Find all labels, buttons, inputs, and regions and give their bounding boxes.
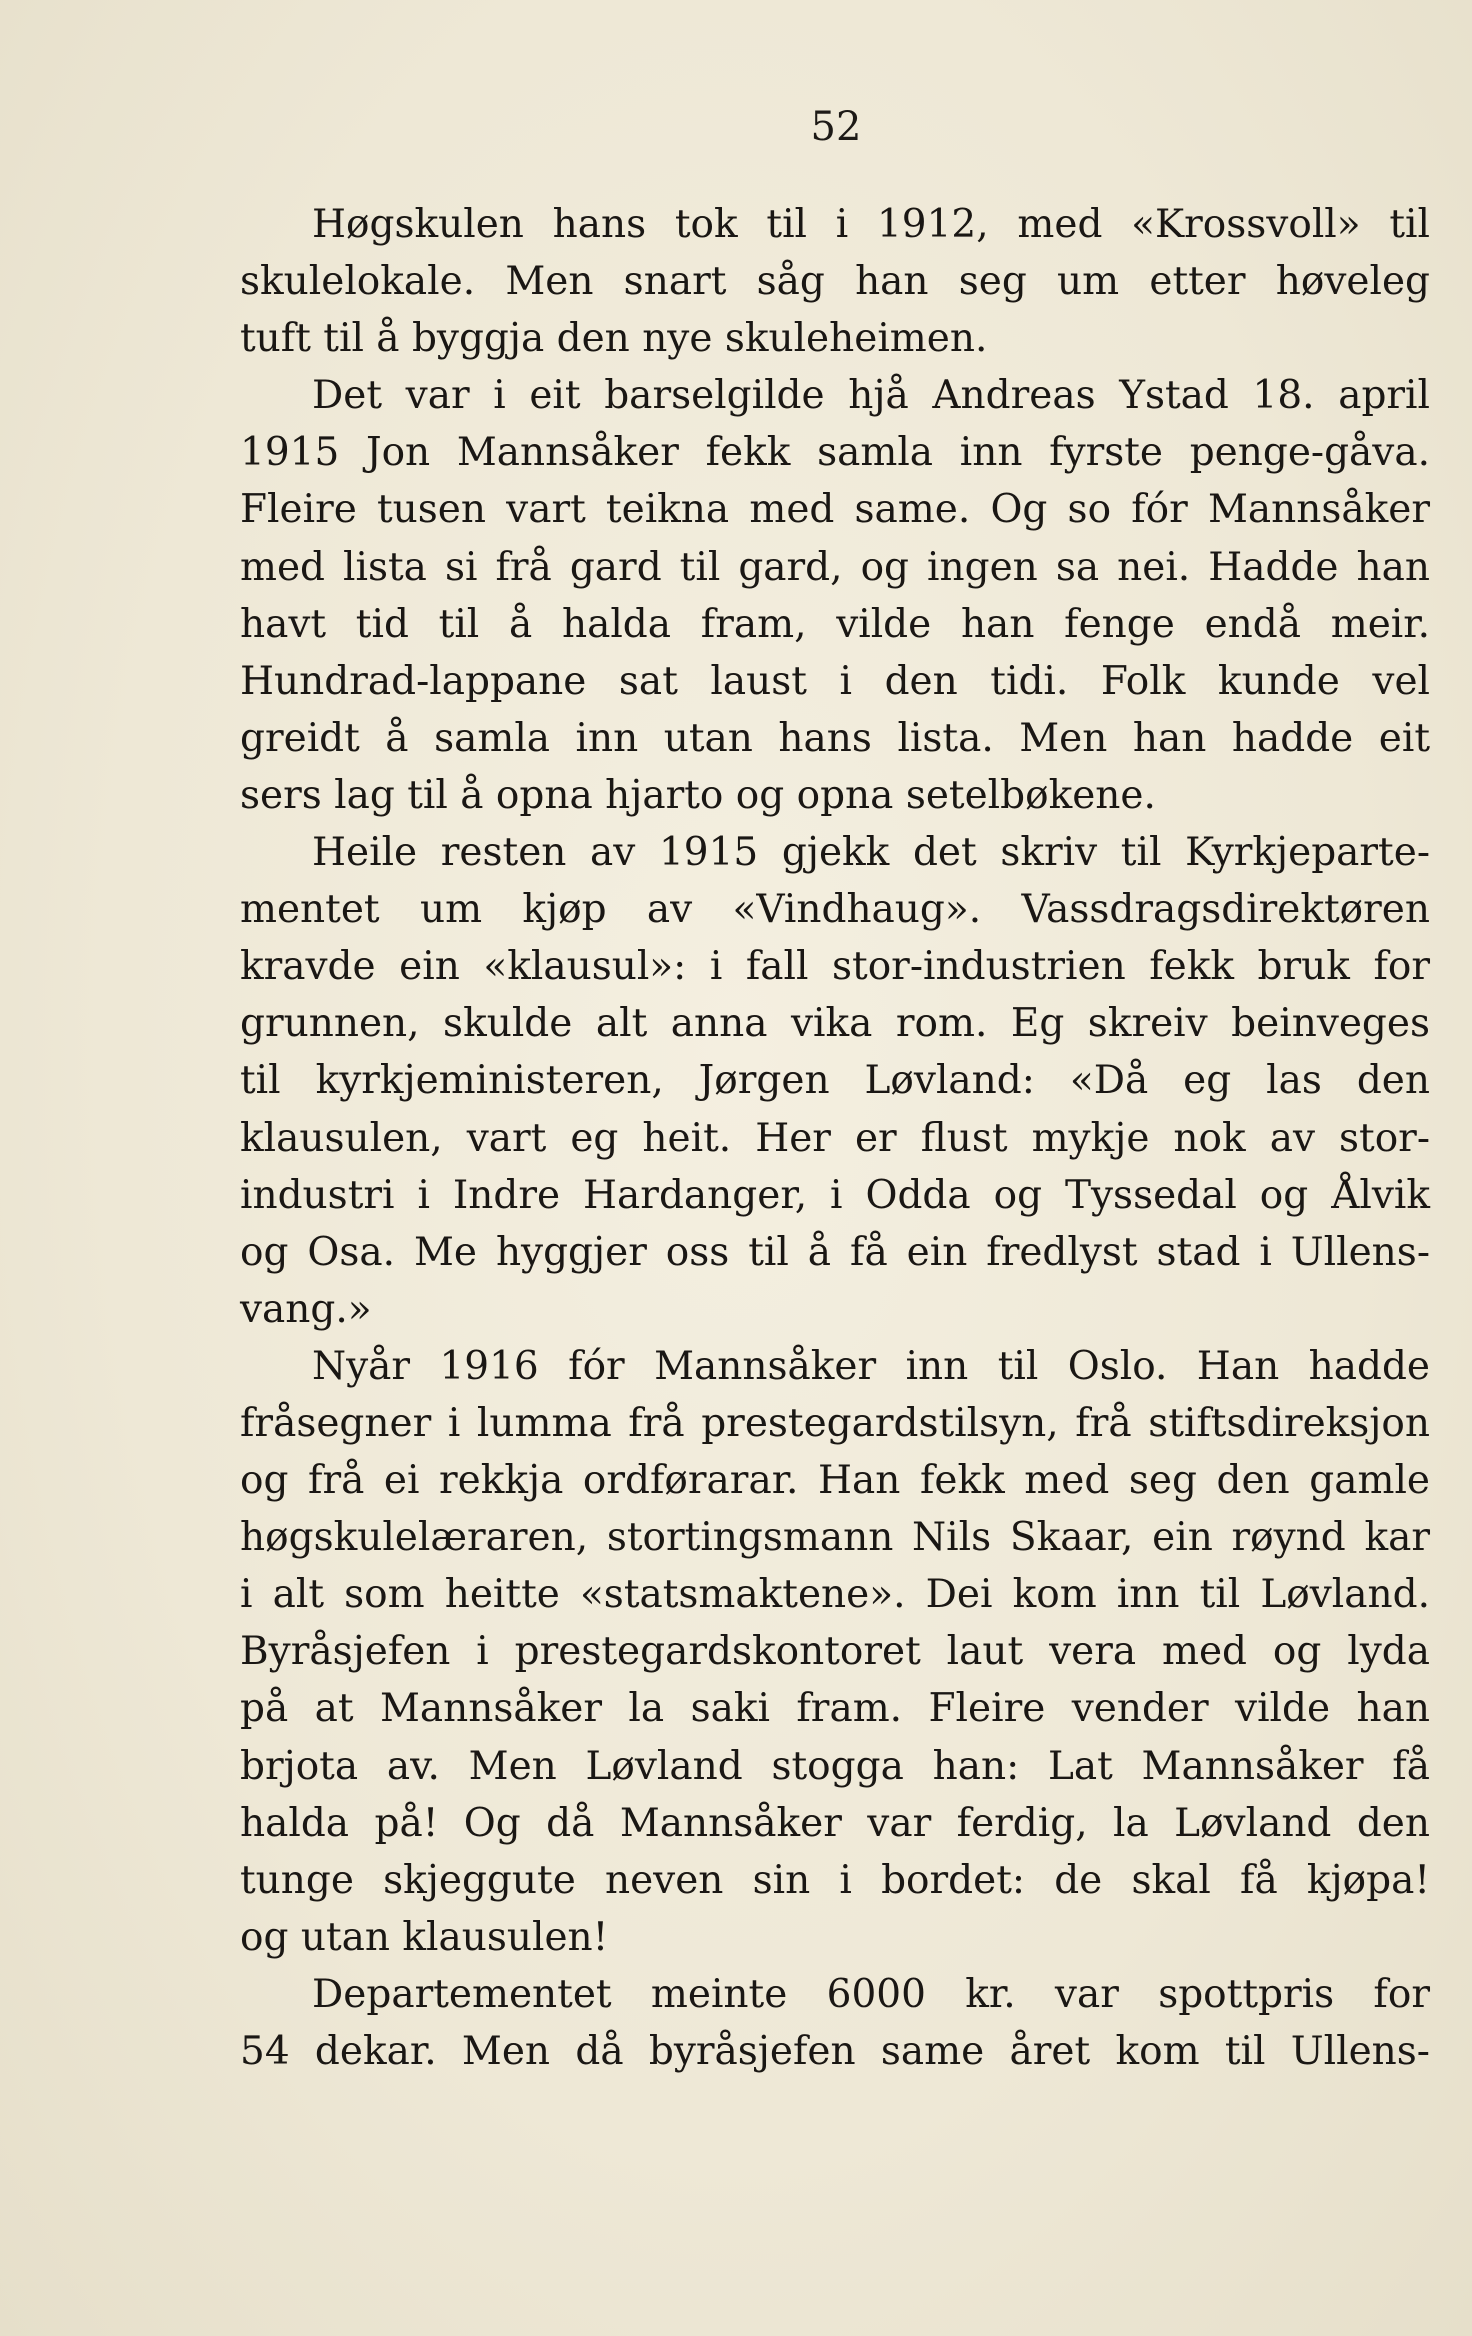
text-line: Det var i eit barselgilde hjå Andreas Ystad 18. april xyxy=(312,373,1430,419)
text-line: på at Mannsåker la saki fram. Fleire vender vilde han xyxy=(240,1686,1430,1732)
text-line: grunnen, skulde alt anna vika rom. Eg skreiv beinveges xyxy=(240,1001,1430,1047)
text-line: med lista si frå gard til gard, og ingen sa nei. Hadde han xyxy=(240,544,1430,590)
text-line: kravde ein «klausul»: i fall stor-industrien fekk bruk for xyxy=(240,944,1430,990)
body-text xyxy=(240,196,1430,2080)
text-line: høgskulelæraren, stortingsmann Nils Skaar, ein røynd kar xyxy=(240,1515,1430,1561)
text-line: industri i Indre Hardanger, i Odda og Tyssedal og Ålvik xyxy=(240,1172,1430,1218)
text-line: Heile resten av 1915 gjekk det skriv til Kyrkjeparte- xyxy=(312,830,1430,876)
text-line: greidt å samla inn utan hans lista. Men han hadde eit xyxy=(240,715,1430,761)
text-line: og frå ei rekkja ordførarar. Han fekk med seg den gamle xyxy=(240,1458,1430,1504)
text-line: brjota av. Men Løvland stogga han: Lat Mannsåker få xyxy=(240,1743,1430,1789)
text-line: og Osa. Me hyggjer oss til å få ein fredlyst stad i Ullens- xyxy=(240,1229,1430,1275)
text-line: Departementet meinte 6000 kr. var spottpris for xyxy=(312,1971,1430,2017)
text-line: 1915 Jon Mannsåker fekk samla inn fyrste penge-gåva. xyxy=(240,430,1430,476)
text-line: halda på! Og då Mannsåker var ferdig, la Løvland den xyxy=(240,1800,1430,1846)
text-line: skulelokale. Men snart såg han seg um etter høveleg xyxy=(240,259,1430,305)
text-line: og utan klausulen! xyxy=(240,1914,609,1960)
text-line: sers lag til å opna hjarto og opna setelbøkene. xyxy=(240,772,1156,818)
text-line: klausulen, vart eg heit. Her er flust mykje nok av stor- xyxy=(240,1115,1430,1161)
text-line: Høgskulen hans tok til i 1912, med «Krossvoll» til xyxy=(312,202,1430,247)
text-line: Fleire tusen vart teikna med same. Og so fór Mannsåker xyxy=(240,487,1430,533)
text-line: tuft til å byggja den nye skuleheimen. xyxy=(240,316,988,362)
text-line: til kyrkjeministeren, Jørgen Løvland: «Då eg las den xyxy=(240,1058,1430,1104)
text-line: Byråsjefen i prestegardskontoret laut vera med og lyda xyxy=(240,1629,1430,1675)
text-line: vang.» xyxy=(240,1286,372,1332)
text-line: Nyår 1916 fór Mannsåker inn til Oslo. Han hadde xyxy=(312,1343,1430,1389)
page-number: 52 xyxy=(810,104,862,150)
text-line: mentet um kjøp av «Vindhaug». Vassdragsdirektøren xyxy=(240,887,1430,933)
text-line: 54 dekar. Men då byråsjefen same året kom til Ullens- xyxy=(240,2029,1430,2074)
text-line: fråsegner i lumma frå prestegardstilsyn, frå stiftsdireksjon xyxy=(240,1400,1430,1446)
text-line: i alt som heitte «statsmaktene». Dei kom inn til Løvland. xyxy=(240,1572,1430,1618)
text-line: tunge skjeggute neven sin i bordet: de skal få kjøpa! xyxy=(240,1857,1430,1903)
text-line: havt tid til å halda fram, vilde han fenge endå meir. xyxy=(240,601,1430,647)
text-line: Hundrad-lappane sat laust i den tidi. Folk kunde vel xyxy=(240,658,1430,704)
